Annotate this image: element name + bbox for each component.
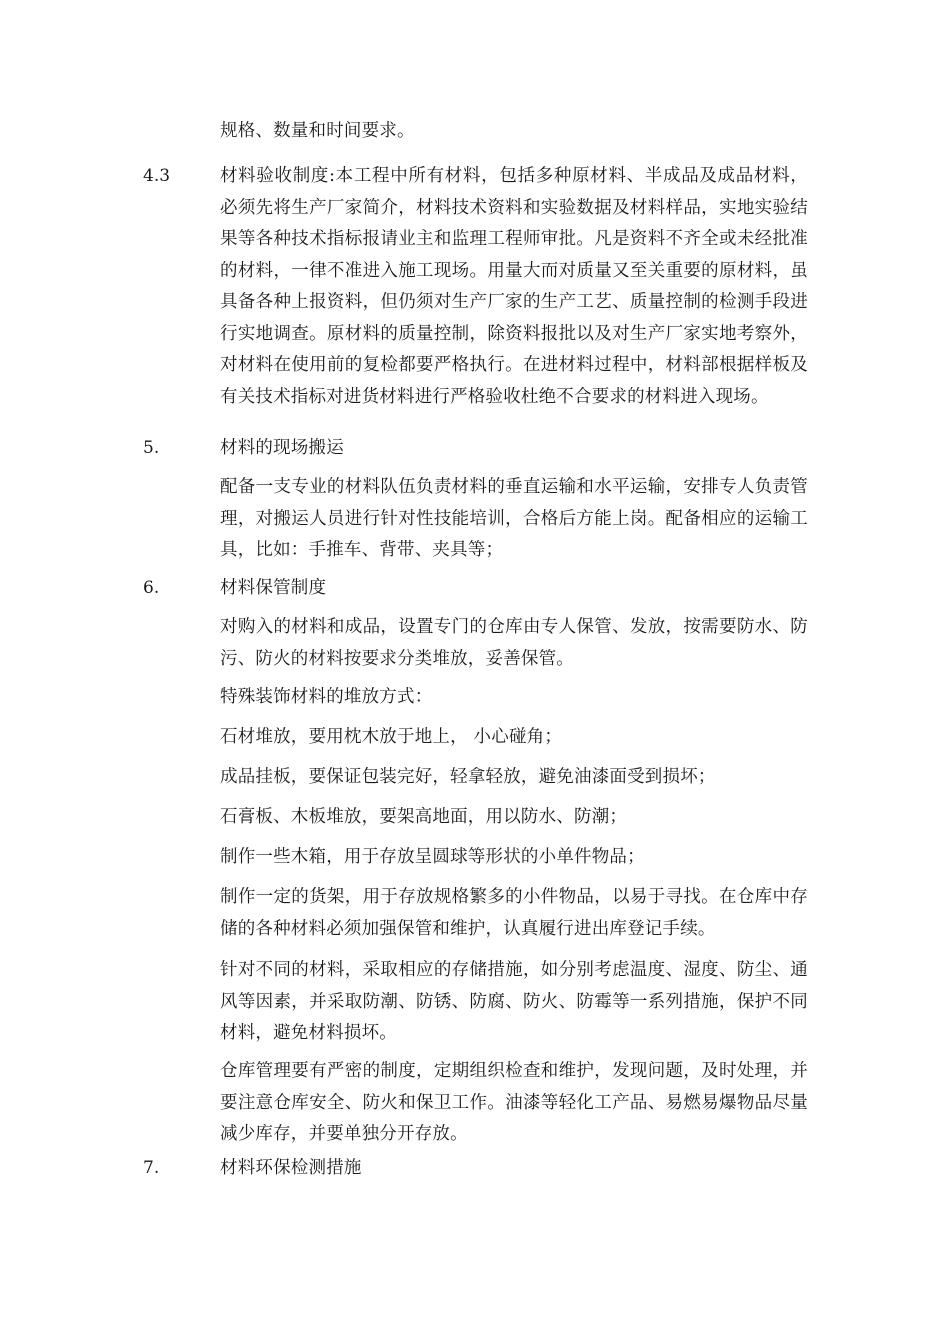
section-number-5: 5. — [143, 438, 160, 458]
section-7-title: 材料环保检测措施 — [220, 1158, 362, 1178]
section-5-text: 配备一支专业的材料队伍负责材料的垂直运输和水平运输，安排专人负责管理，对搬运人员进行针对性技能培训，合格后方能上岗。配备相应的运输工具，比如：手推车、背带、夹具等； — [220, 477, 808, 560]
section-6-paragraph-3: 石材堆放，要用枕木放于地上， 小心碰角； — [220, 727, 563, 747]
section-6-title: 材料保管制度 — [220, 578, 327, 598]
section-6-paragraph-2: 特殊装饰材料的堆放方式： — [220, 687, 433, 707]
section-6-paragraph-8: 针对不同的材料，采取相应的存储措施，如分别考虑温度、湿度、防尘、通风等因素，并采取防潮、防锈、防腐、防火、防霉等一系列措施，保护不同材料，避免材料损坏。 — [220, 960, 808, 1043]
section-number-4-3: 4.3 — [143, 166, 171, 186]
section-6-paragraph-9: 仓库管理要有严密的制度，定期组织检查和维护，发现问题，及时处理，并要注意仓库安全、防火和保卫工作。油漆等轻化工产品、易燃易爆物品尽量减少库存，并要单独分开存放。 — [220, 1061, 808, 1144]
section-6-paragraph-4: 成品挂板，要保证包装完好，轻拿轻放，避免油漆面受到损坏； — [220, 767, 716, 787]
section-6-paragraph-1: 对购入的材料和成品，设置专门的仓库由专人保管、发放，按需要防水、防污、防火的材料按要求分类堆放，妥善保管。 — [220, 617, 808, 669]
continued-paragraph: 规格、数量和时间要求。 — [220, 121, 415, 141]
section-number-6: 6. — [143, 578, 160, 598]
section-6-paragraph-6: 制作一些木箱，用于存放呈圆球等形状的小单件物品； — [220, 847, 645, 867]
section-4-3-text: 材料验收制度:本工程中所有材料，包括多种原材料、半成品及成品材料，必须先将生产厂家简介，材料技术资料和实验数据及材料样品，实地实验结果等各种技术指标报请业主和监理工程师审批。凡是资料不齐全或未经批准的材料，一律不准进入施工现场。用量大而对质量又至关重要的原材料，虽具备各种上报资料，但仍须对生产厂家的生产工艺、质量控制的检测手段进行实地调查。原材料的质量控制，除资料报批以及对生产厂家实地考察外，对材料在使用前的复检都要严格执行。在进材料过程中，材料部根据样板及有关技术指标对进货材料进行严格验收杜绝不合要求的材料进入现场。 — [220, 166, 808, 407]
section-number-7: 7. — [143, 1158, 160, 1178]
section-6-paragraph-7: 制作一定的货架，用于存放规格繁多的小件物品，以易于寻找。在仓库中存储的各种材料必须加强保管和维护，认真履行进出库登记手续。 — [220, 887, 808, 939]
section-5-title: 材料的现场搬运 — [220, 438, 344, 458]
section-6-paragraph-5: 石膏板、木板堆放，要架高地面，用以防水、防潮； — [220, 807, 628, 827]
